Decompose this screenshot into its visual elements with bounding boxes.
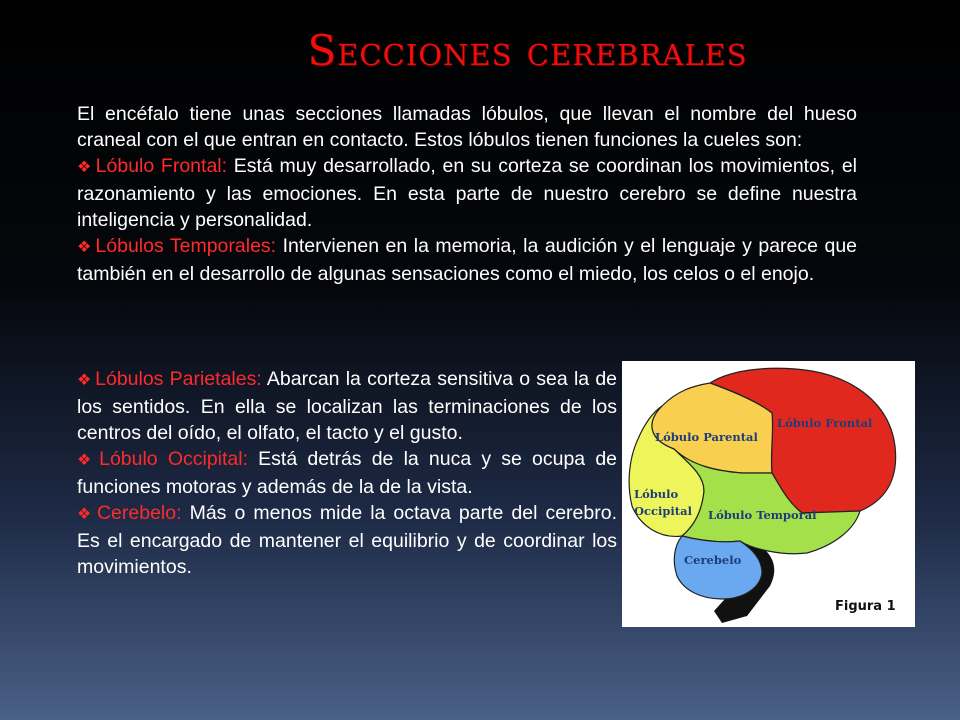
bullet-text: Intervienen en la memoria, la audición y el lenguaje y parece que también en el desarrollo de algunas sensaciones como el miedo, los celos o el enojo. [77,235,858,285]
label-frontal: Lóbulo Frontal [777,416,873,430]
bullet-text: Está detrás de la nuca y se ocupa de funciones motoras y además de la de la vista. [77,448,618,498]
diamond-bullet-icon: ❖ [77,506,94,523]
bullet-text: Más o menos mide la octava parte del cerebro. Es el encargado de mantener el equilibrio y de coordinar los movimientos. [77,502,617,578]
label-cerebelo: Cerebelo [684,553,742,567]
label-temporal: Lóbulo Temporal [708,508,817,522]
brain-figure [622,361,915,627]
bullet-text: Abarcan la corteza sensitiva o sea la de los sentidos. En ella se localizan las terminaciones de los centros del oído, el olfato, el tacto y el gusto. [77,368,618,444]
label-occipital-line2: Occipital [634,504,692,518]
bullet-text: Está muy desarrollado, en su corteza se coordinan los movimientos, el razonamiento y las emociones. En esta parte de nuestro cerebro se define nuestra inteligencia y personalidad. [77,155,857,231]
text-block-top [77,101,857,287]
bullet-term: Lóbulo Frontal: [95,155,228,177]
figure-caption: Figura 1 [835,599,896,614]
label-parental: Lóbulo Parental [655,430,758,444]
diamond-bullet-icon: ❖ [77,159,93,176]
bullet-item [77,446,617,500]
brain-diagram [622,361,915,627]
diamond-bullet-icon: ❖ [77,239,93,256]
bullet-term: Lóbulos Parietales: [95,368,262,390]
diamond-bullet-icon: ❖ [77,372,93,389]
bullet-item [77,153,857,233]
bullet-term: Cerebelo: [96,502,182,524]
intro-paragraph: El encéfalo tiene unas secciones llamadas lóbulos, que llevan el nombre del hueso craneal con el que entran en contacto. Estos lóbulos tienen funciones la cueles son: [77,103,857,151]
slide-title: Secciones cerebrales [307,26,748,75]
bullet-item [77,500,617,580]
bullet-item [77,366,617,446]
text-block-bottom [77,366,617,580]
bullet-term: Lóbulos Temporales: [95,235,277,257]
bullet-term: Lóbulo Occipital: [99,448,249,470]
label-occipital-line1: Lóbulo [634,487,679,501]
diamond-bullet-icon: ❖ [77,452,97,469]
bullet-item [77,233,857,287]
